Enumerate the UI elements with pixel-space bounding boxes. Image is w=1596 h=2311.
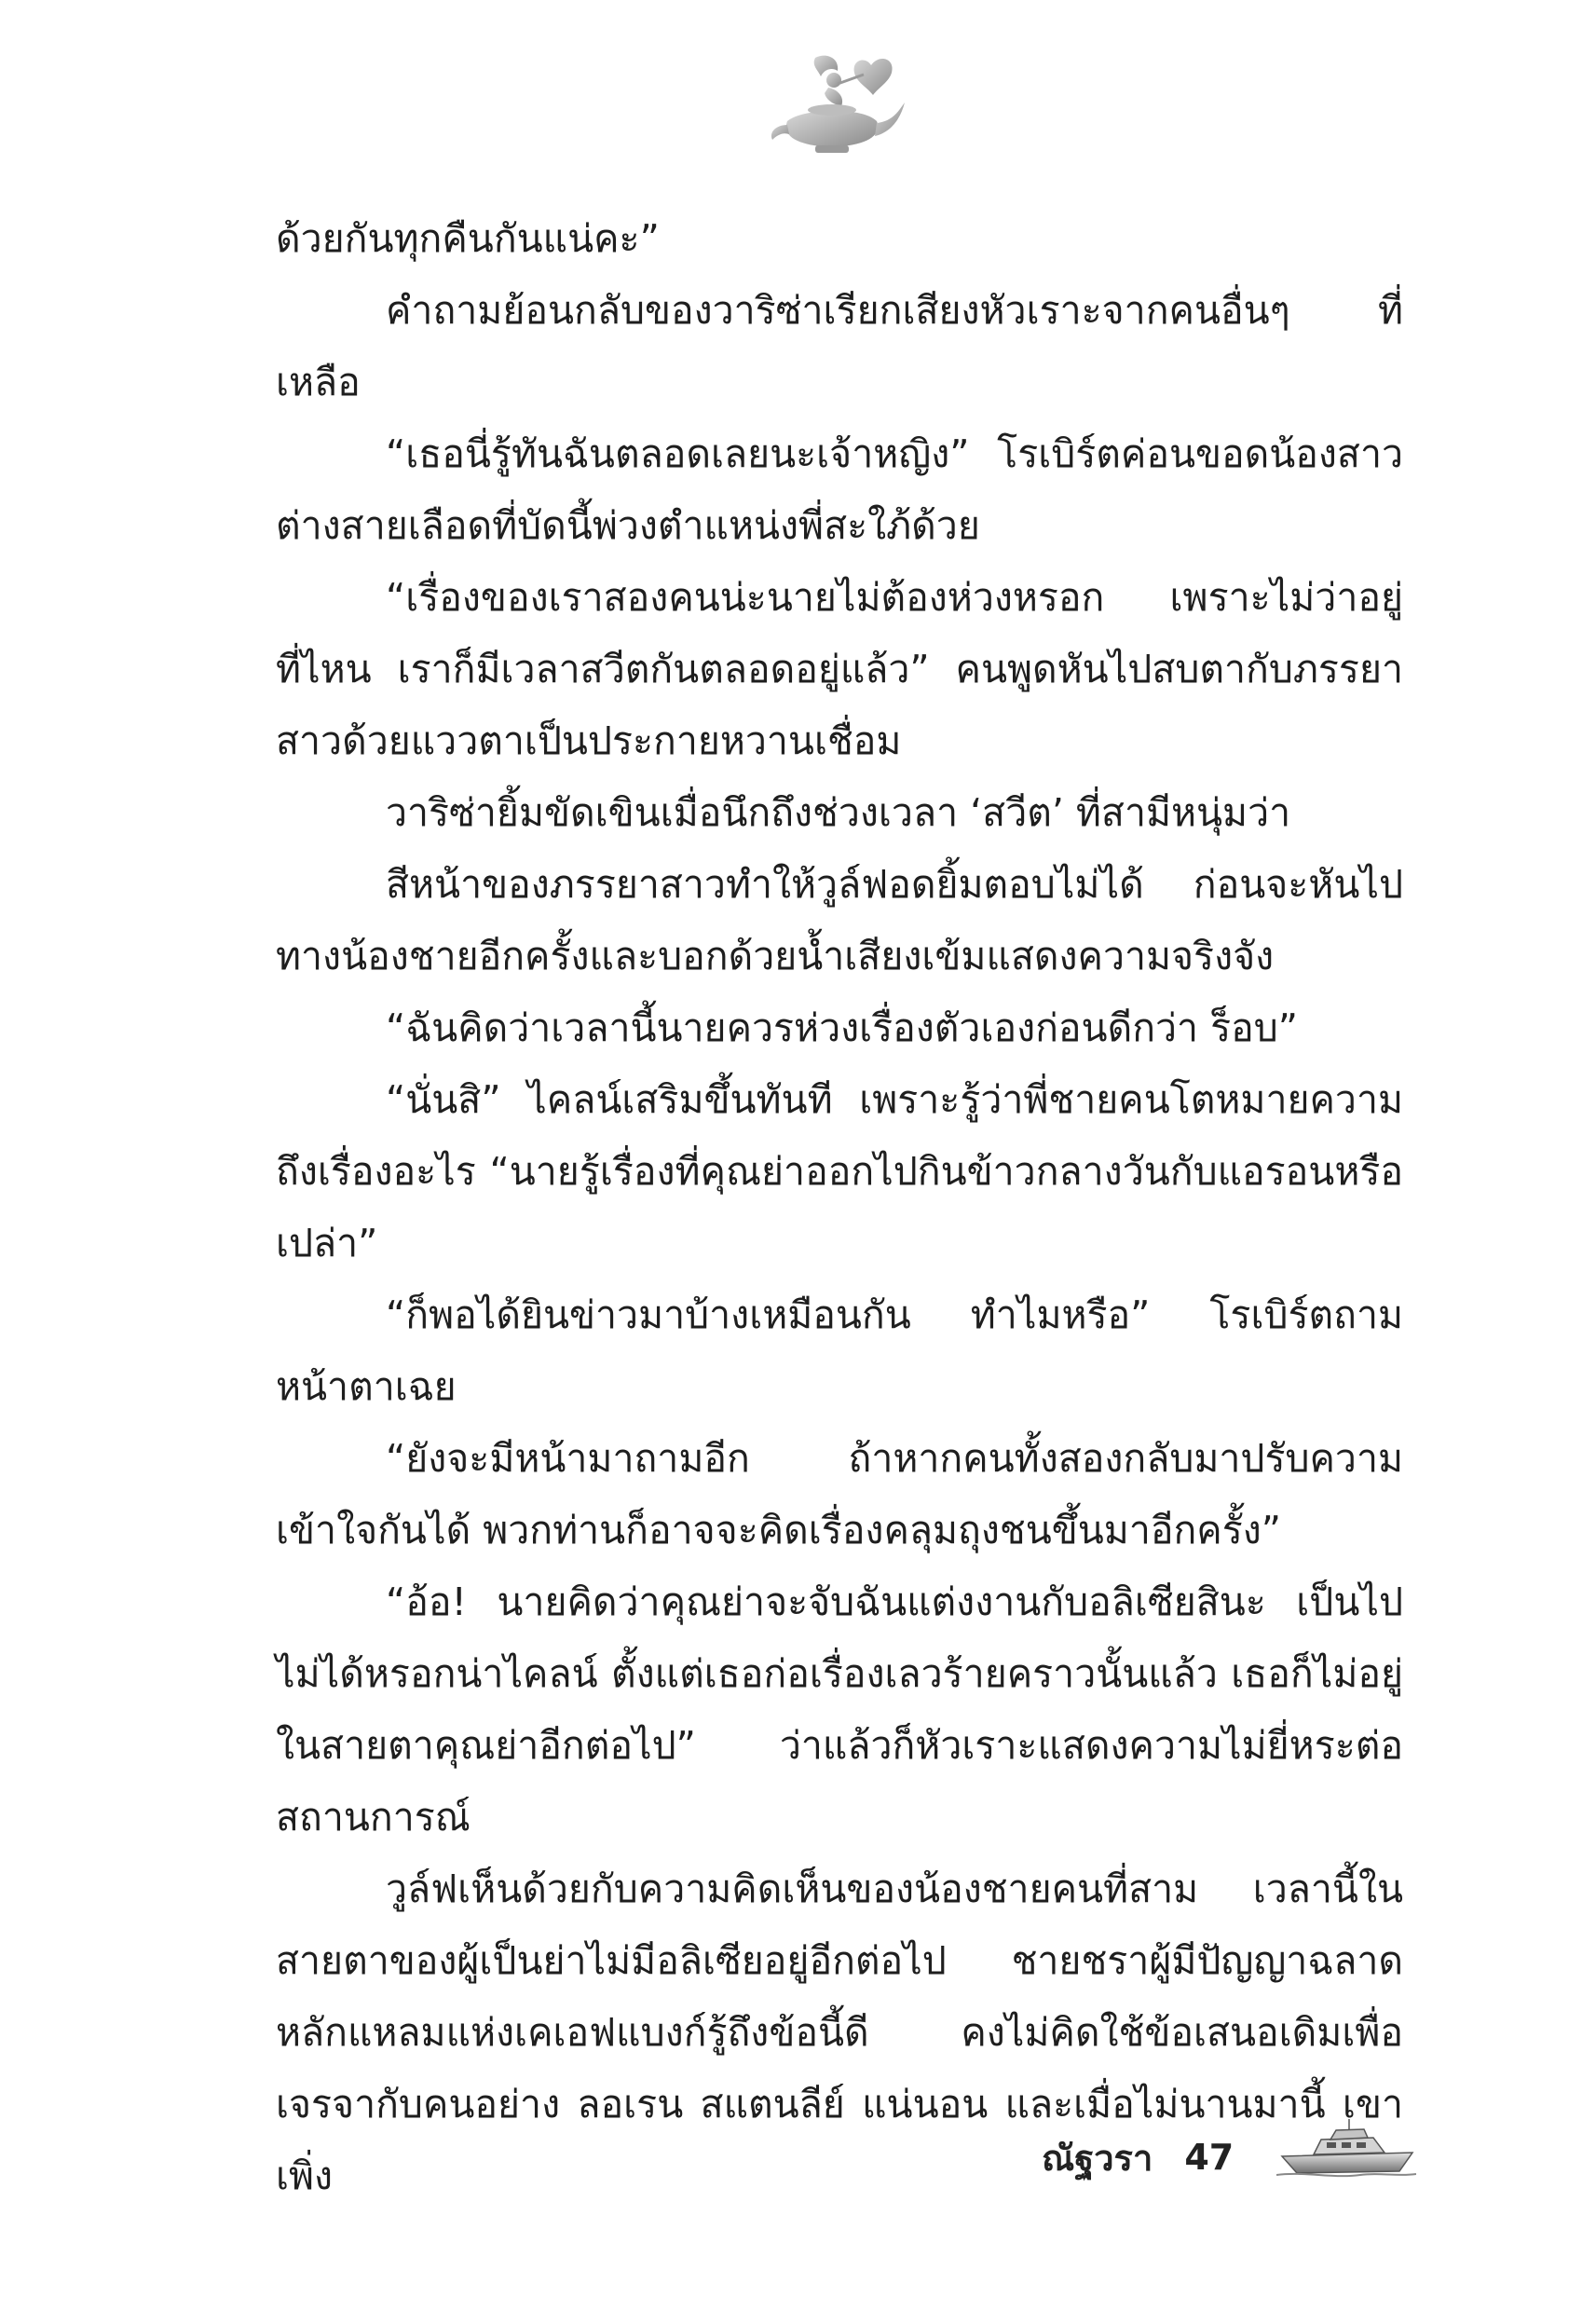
paragraph: “ฉันคิดว่าเวลานี้นายควรห่วงเรื่องตัวเองก่อนดีกว่า ร็อบ” bbox=[386, 1005, 1299, 1050]
paragraph: วูล์ฟเห็นด้วยกับความคิดเห็นของน้องชายคนที่สาม เวลานี้ในสายตาของผู้เป็นย่าไม่มีอลิเซียอยู่อีกต่อไป ชายชราผู้มีปัญญาฉลาดหลักแหลมแห่งเคเอฟแบงก์รู้ถึงข้อนี้ดี คงไม่คิดใช้ข้อเสนอเดิมเพื่อเจรจากับคนอย่าง ลอเรน สแตนลีย์ แน่นอน และเมื่อไม่นานมานี้ เขาเพิ่ง bbox=[276, 1867, 1403, 2198]
paragraph: “ยังจะมีหน้ามาถามอีก ถ้าหากคนทั้งสองกลับมาปรับความเข้าใจกันได้ พวกท่านก็อาจจะคิดเรื่องคลุมถุงชนขึ้นมาอีกครั้ง” bbox=[276, 1436, 1403, 1552]
page-number: 47 bbox=[1184, 2137, 1235, 2178]
cupid-teapot-icon bbox=[759, 48, 908, 160]
paragraph: คำถามย้อนกลับของวาริซ่าเรียกเสียงหัวเราะจากคนอื่นๆ ที่เหลือ bbox=[276, 288, 1403, 404]
paragraph: “ก็พอได้ยินข่าวมาบ้างเหมือนกัน ทำไมหรือ” โรเบิร์ตถามหน้าตาเฉย bbox=[276, 1292, 1403, 1409]
author-name: ณัฐวรา bbox=[1042, 2137, 1153, 2179]
paragraph: “เรื่องของเราสองคนน่ะนายไม่ต้องห่วงหรอก เพราะไม่ว่าอยู่ที่ไหน เราก็มีเวลาสวีตกันตลอดอยู่แล้ว” คนพูดหันไปสบตากับภรรยาสาวด้วยแววตาเป็นประกายหวานเชื่อม bbox=[276, 575, 1403, 763]
body-text bbox=[276, 203, 1403, 2212]
paragraph: “อ้อ! นายคิดว่าคุณย่าจะจับฉันแต่งงานกับอลิเซียสินะ เป็นไปไม่ได้หรอกน่าไคลน์ ตั้งแต่เธอก่อเรื่องเลวร้ายคราวนั้นแล้ว เธอก็ไม่อยู่ในสายตาคุณย่าอีกต่อไป” ว่าแล้วก็หัวเราะแสดงความไม่ยี่หระต่อสถานการณ์ bbox=[276, 1579, 1403, 1839]
paragraph: ด้วยกันทุกคืนกันแน่คะ” bbox=[276, 216, 660, 261]
yacht-icon bbox=[1276, 2117, 1416, 2182]
paragraph: “เธอนี่รู้ทันฉันตลอดเลยนะเจ้าหญิง” โรเบิร์ตค่อนขอดน้องสาวต่างสายเลือดที่บัดนี้พ่วงตำแหน่งพี่สะใภ้ด้วย bbox=[276, 431, 1403, 548]
page-footer bbox=[1042, 2125, 1234, 2190]
paragraph: “นั่นสิ” ไคลน์เสริมขึ้นทันที เพราะรู้ว่าพี่ชายคนโตหมายความถึงเรื่องอะไร “นายรู้เรื่องที่คุณย่าออกไปกินข้าวกลางวันกับแอรอนหรือเปล่า” bbox=[276, 1077, 1403, 1265]
paragraph: วาริซ่ายิ้มขัดเขินเมื่อนึกถึงช่วงเวลา ‘สวีต’ ที่สามีหนุ่มว่า bbox=[386, 790, 1291, 835]
paragraph: สีหน้าของภรรยาสาวทำให้วูล์ฟอดยิ้มตอบไม่ได้ ก่อนจะหันไปทางน้องชายอีกครั้งและบอกด้วยน้ำเสียงเข้มแสดงความจริงจัง bbox=[276, 862, 1403, 978]
